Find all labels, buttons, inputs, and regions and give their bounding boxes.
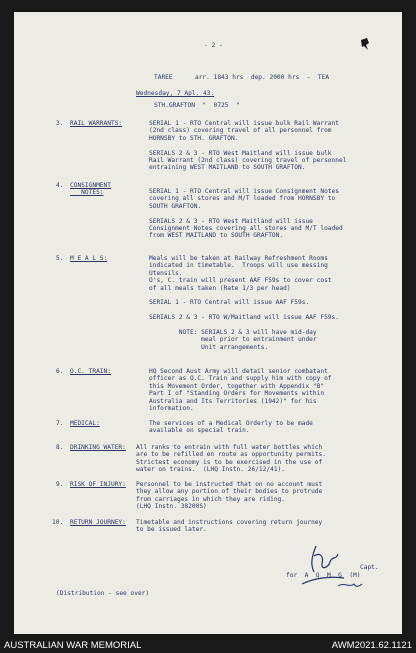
signature-for-line: for A Q M G (M) — [286, 572, 361, 579]
item-text: HQ Second Aust Army will detail senior combatant officer as O.C. Train and supply him with copy of this Movement Order, together with Appendix "B" Part I of "Standing Orders for Movements within Australia and Its Territories (1942)" for his information. — [149, 368, 332, 413]
item-label: M E A L S: — [70, 255, 108, 262]
archive-footer — [0, 638, 416, 653]
item-number: 8. — [56, 444, 64, 451]
item-number: 7. — [56, 420, 64, 427]
item-label: RETURN JOURNEY: — [70, 519, 126, 526]
taree-line: TAREE arr. 1843 hrs dep. 2000 hrs - TEA — [154, 74, 330, 81]
signature-rank: Capt. — [360, 564, 379, 571]
footer-institution: AUSTRALIAN WAR MEMORIAL — [4, 640, 142, 651]
date-line: Wednesday, 7 Apl. 43. — [136, 90, 215, 97]
item-text: All ranks to entrain with full water bottles which are to be refilled en route as opportunity permits. Strictest economy is to be exercised in the use of water on trains. (LHQ Instn. 26/12/41). — [136, 444, 326, 474]
document-page — [14, 12, 402, 634]
page-number: - 2 - — [204, 42, 223, 49]
item-text: The services of a Medical Orderly to be made available on special train. — [149, 420, 313, 435]
item-text: Meals will be taken at Railway Refreshment Rooms indicated in timetable. Troops will use messing Utensils. O's, C. train will present AAF F59s to cover cost of all meals taken (Rate 1/3 per head) SERIAL 1 - RTO Central will issue AAF F59s. SERIALS 2 & 3 - RTO W/Maitland will issue AAF F59s. NOTE: SERIALS 2 & 3 will have mid-day meal prior to entrainment under Unit arrangements. — [149, 255, 339, 351]
item-text: SERIAL 1 - RTO Central will issue Consignment Notes covering all stores and M/T loaded from HORNSBY to SOUTH GRAFTON. SERIALS 2 & 3 - RTO West Maitland will issue Consignment Notes covering all stores and M/T loaded from WEST MAITLAND to SOUTH GRAFTON. — [149, 188, 343, 240]
item-text: SERIAL 1 - RTO Central will issue bulk Rail Warrant (2nd class) covering travel of all personnel from HORNSBY to STH. GRAFTON. SERIALS 2 & 3 - RTO West Maitland will issue bulk Rail Warrant (2nd class) covering travel of personnel entraining WEST MAITLAND to SOUTH GRAFTON. — [149, 120, 347, 172]
item-label: MEDICAL: — [70, 420, 100, 427]
item-label: DRINKING WATER: — [70, 444, 126, 451]
handwritten-signature — [294, 542, 364, 592]
item-number: 4. — [56, 182, 64, 189]
ink-stamp-mark — [359, 37, 371, 51]
item-text: Timetable and instructions covering return journey to be issued later. — [136, 519, 323, 534]
sth-grafton-line: STH.GRAFTON " 0725 " — [154, 102, 240, 109]
item-label: O.C. TRAIN: — [70, 368, 111, 375]
item-label: RAIL WARRANTS: — [70, 120, 123, 127]
item-number: 6. — [56, 368, 64, 375]
distribution-note: (Distribution - see over) — [56, 590, 150, 597]
item-text: Personnel to be instructed that on no account must they allow any portion of their bodies to protrude from carriages in which they are riding. (LHQ Instn. 38200S) — [136, 481, 323, 511]
item-number: 3. — [56, 120, 64, 127]
item-number: 5. — [56, 255, 64, 262]
item-number: 10. — [52, 519, 64, 526]
item-label: RISK OF INJURY: — [70, 481, 126, 488]
item-number: 9. — [56, 481, 64, 488]
item-label: CONSIGNMENT NOTES: — [70, 182, 111, 197]
footer-accession-number: AWM2021.62.1121 — [331, 640, 412, 651]
